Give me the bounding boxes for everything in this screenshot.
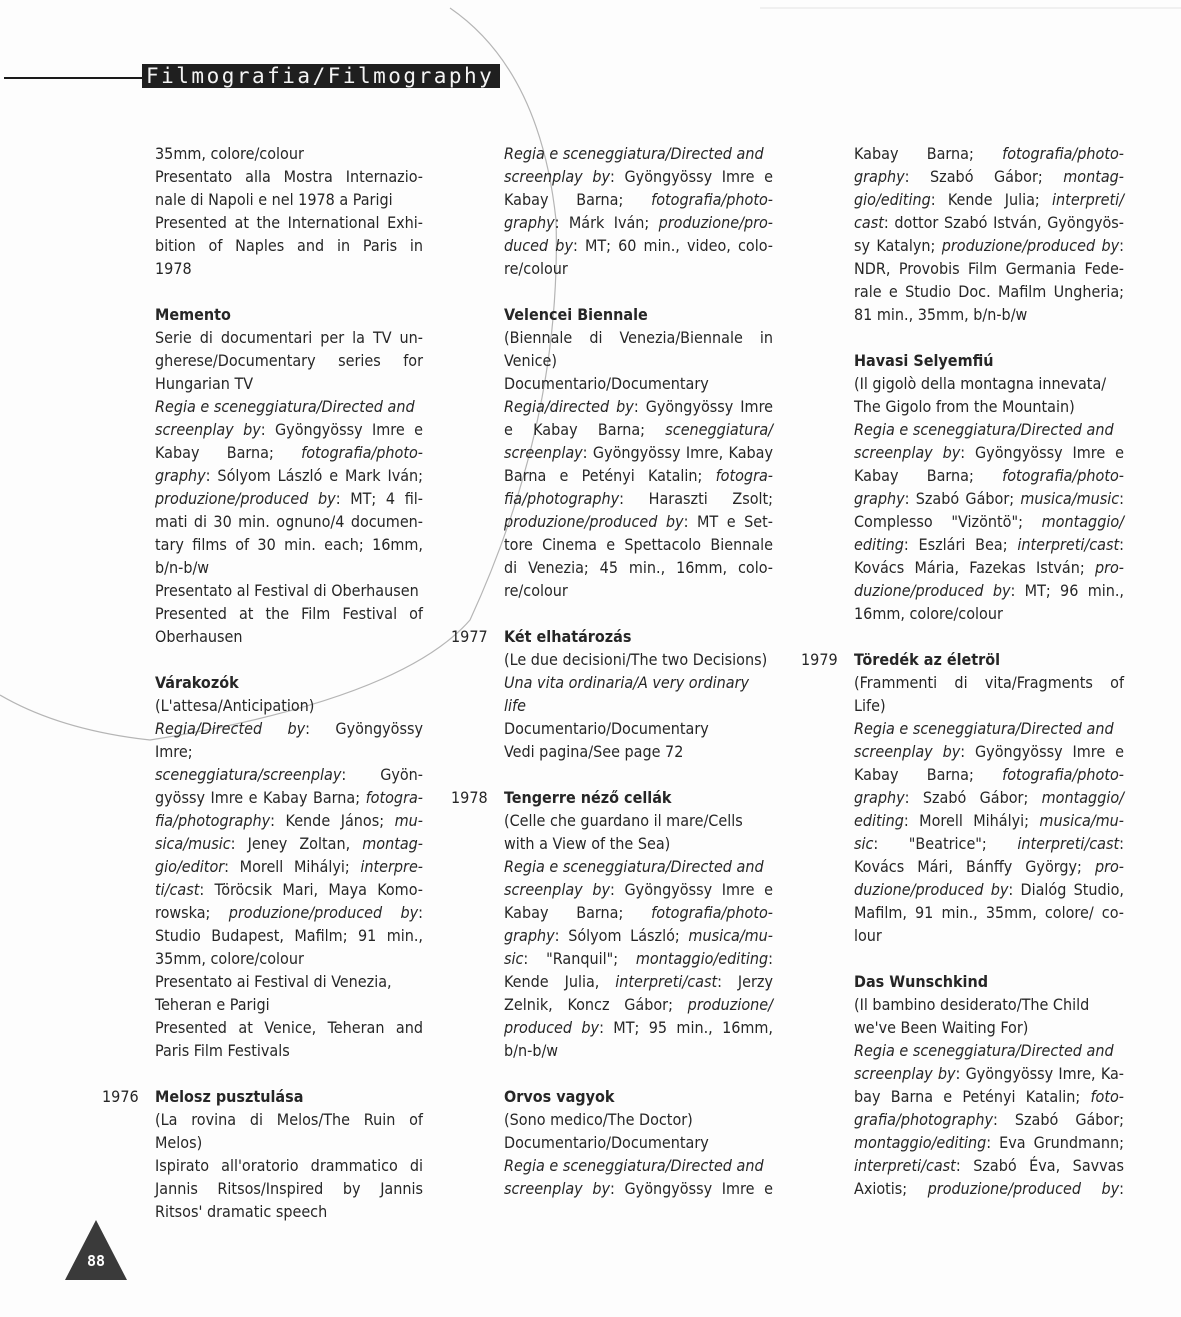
entry-line: tary films of 30 min. each; 16mm,: [155, 535, 423, 554]
entry-line: screenplay by: Gyöngyössy Imre e: [155, 420, 423, 439]
film-entry: [451, 625, 773, 763]
entry-line: 81 min., 35mm, b/n-b/w: [854, 305, 1028, 324]
entry-line: graphy: Márk Iván; produzione/pro-: [504, 213, 773, 232]
entry-line: Teheran e Parigi: [155, 995, 270, 1014]
entry-line: Kabay Barna; fotografia/photo-: [854, 466, 1124, 485]
entry-line: screenplay by: Gyöngyössy Imre e: [854, 742, 1124, 761]
entry-line: ti/cast: Töröcsik Mari, Maya Komo-: [155, 880, 423, 899]
entry-line: 35mm, colore/colour: [155, 144, 304, 163]
column-3: [801, 142, 1125, 1223]
entry-line: Ispirato all'oratorio drammatico di: [155, 1156, 423, 1175]
entry-line: with a View of the Sea): [504, 834, 671, 853]
entry-line: graphy: Szabó Gábor; montaggio/: [854, 788, 1124, 807]
film-entry: [504, 303, 773, 602]
film-title: Várakozók: [155, 673, 239, 692]
film-title: Melosz pusztulása: [155, 1087, 304, 1106]
entry-line: Serie di documentari per la TV un-: [155, 328, 423, 347]
entry-line: screenplay by: Gyöngyössy Imre, Ka-: [854, 1064, 1124, 1083]
film-entry: [155, 671, 423, 1062]
entry-line: b/n-b/w: [155, 558, 210, 577]
entry-line: e Kabay Barna; sceneggiatura/: [504, 420, 773, 439]
entry-line: Presented at Venice, Teheran and: [155, 1018, 423, 1037]
film-entry: [504, 142, 773, 280]
entry-line: lour: [854, 926, 882, 945]
entry-line: Oberhausen: [155, 627, 243, 646]
film-entry: [801, 648, 1125, 947]
entry-line: (Le due decisioni/The two Decisions): [504, 650, 768, 669]
entry-line: screenplay: Gyöngyössy Imre, Kabay: [504, 443, 773, 462]
entry-line: duced by: MT; 60 min., video, colo-: [504, 236, 774, 255]
entry-line: Kovács Mári, Bánffy György; pro-: [854, 857, 1124, 876]
entry-line: Axiotis; produzione/produced by:: [854, 1179, 1124, 1198]
entry-line: Kabay Barna; fotografia/photo-: [504, 903, 773, 922]
entry-line: screenplay by: Gyöngyössy Imre e: [504, 880, 773, 899]
entry-line: Presentato ai Festival di Venezia,: [155, 972, 392, 991]
entry-line: cast: dottor Szabó István, Gyöngyös-: [854, 213, 1124, 232]
entry-line: graphy: Sólyom László e Mark Iván;: [155, 466, 423, 485]
entry-line: mati di 30 min. ognuno/4 documen-: [155, 512, 423, 531]
entry-line: Regia e sceneggiatura/Directed and: [854, 1041, 1114, 1060]
entry-line: re/colour: [504, 259, 568, 278]
header-rule: [4, 77, 142, 79]
entry-line: (Celle che guardano il mare/Cells: [504, 811, 743, 830]
entry-line: Regia e sceneggiatura/Directed and: [504, 1156, 764, 1175]
entry-line: re/colour: [504, 581, 568, 600]
entry-line: Ritsos' dramatic speech: [155, 1202, 328, 1221]
entry-line: (La rovina di Melos/The Ruin of: [155, 1110, 423, 1129]
entry-line: Kovács Mária, Fazekas István; pro-: [854, 558, 1124, 577]
entry-line: Melos): [155, 1133, 203, 1152]
entry-line: sceneggiatura/screenplay: Gyön-: [155, 765, 423, 784]
entry-line: Hungarian TV: [155, 374, 254, 393]
entry-line: di Venezia; 45 min., 16mm, colo-: [504, 558, 773, 577]
entry-line: Documentario/Documentary: [504, 374, 709, 393]
entry-line: interpreti/cast: Szabó Éva, Savvas: [854, 1156, 1124, 1175]
entry-line: Complesso "Vizöntö"; montaggio/: [854, 512, 1124, 531]
entry-year: 1978: [451, 788, 488, 807]
entry-line: Presentato al Festival di Oberhausen: [155, 581, 419, 600]
entry-line: Zelnik, Koncz Gábor; produzione/: [504, 995, 773, 1014]
entry-line: Regia e sceneggiatura/Directed and: [504, 857, 764, 876]
entry-line: NDR, Provobis Film Germania Fede-: [854, 259, 1124, 278]
page-title: Filmografia/Filmography: [142, 64, 500, 88]
page-number: 88: [86, 1252, 106, 1270]
entry-line: Presentato alla Mostra Internazio-: [155, 167, 423, 186]
entry-line: duzione/produced by: MT; 96 min.,: [854, 581, 1124, 600]
film-title: Velencei Biennale: [504, 305, 648, 324]
entry-line: Regia/Directed by: Gyöngyössy Imre;: [155, 719, 423, 761]
entry-line: gherese/Documentary series for: [155, 351, 423, 370]
film-entry: [155, 303, 423, 648]
entry-line: graphy: Szabó Gábor; musica/music:: [854, 489, 1124, 508]
entry-line: Studio Budapest, Mafilm; 91 min.,: [155, 926, 423, 945]
entry-line: (Biennale di Venezia/Biennale in: [504, 328, 773, 347]
film-entry: [854, 970, 1124, 1200]
entry-line: Kabay Barna; fotografia/photo-: [504, 190, 773, 209]
entry-line: sy Katalyn; produzione/produced by:: [854, 236, 1124, 255]
entry-line: Kende Julia, interpreti/cast: Jerzy: [504, 972, 773, 991]
entry-line: graphy: Szabó Gábor; montag-: [854, 167, 1124, 186]
film-title: Havasi Selyemfiú: [854, 351, 994, 370]
entry-line: Kabay Barna; fotografia/photo-: [854, 144, 1124, 163]
entry-line: screenplay by: Gyöngyössy Imre e: [504, 167, 773, 186]
entry-line: bay Barna e Petényi Katalin; foto-: [854, 1087, 1124, 1106]
entry-line: produzione/produced by: MT; 4 fil-: [155, 489, 424, 508]
entry-line: Presented at the International Exhi-: [155, 213, 423, 232]
entry-line: Kabay Barna; fotografia/photo-: [155, 443, 423, 462]
film-entry: [854, 142, 1124, 326]
entry-line: graphy: Sólyom László; musica/mu-: [504, 926, 773, 945]
entry-line: life: [504, 696, 526, 715]
entry-line: editing: Eszlári Bea; interpreti/cast:: [854, 535, 1124, 554]
entry-line: 1978: [155, 259, 192, 278]
column-1: [102, 142, 424, 1246]
entry-line: screenplay by: Gyöngyössy Imre e: [854, 443, 1124, 462]
entry-line: The Gigolo from the Mountain): [854, 397, 1075, 416]
film-title: Tengerre néző cellák: [504, 788, 672, 807]
entry-line: tore Cinema e Spettacolo Biennale: [504, 535, 773, 554]
entry-line: produzione/produced by: MT e Set-: [504, 512, 773, 531]
entry-line: 16mm, colore/colour: [854, 604, 1003, 623]
entry-year: 1977: [451, 627, 488, 646]
entry-line: Presented at the Film Festival of: [155, 604, 423, 623]
entry-line: (Il bambino desiderato/The Child: [854, 995, 1090, 1014]
entry-line: Regia e sceneggiatura/Directed and: [504, 144, 764, 163]
entry-line: Vedi pagina/See page 72: [504, 742, 684, 761]
entry-line: Regia/directed by: Gyöngyössy Imre: [504, 397, 773, 416]
entry-line: grafia/photography: Szabó Gábor;: [854, 1110, 1124, 1129]
entry-line: b/n-b/w: [504, 1041, 559, 1060]
entry-line: (L'attesa/Anticipation): [155, 696, 315, 715]
entry-line: screenplay by: Gyöngyössy Imre e: [504, 1179, 773, 1198]
entry-line: Regia e sceneggiatura/Directed and: [155, 397, 415, 416]
entry-line: sic: "Beatrice"; interpreti/cast:: [854, 834, 1124, 853]
entry-line: (Frammenti di vita/Fragments of: [854, 673, 1124, 692]
entry-line: duzione/produced by: Dialóg Studio,: [854, 880, 1125, 899]
film-title: Töredék az életröl: [854, 650, 1001, 669]
entry-line: montaggio/editing: Eva Grundmann;: [854, 1133, 1124, 1152]
entry-line: Una vita ordinaria/A very ordinary: [504, 673, 750, 692]
entry-line: (Il gigolò della montagna innevata/: [854, 374, 1107, 393]
entry-line: fia/photography: Kende János; mu-: [155, 811, 423, 830]
column-2: [451, 142, 774, 1223]
entry-line: Regia e sceneggiatura/Directed and: [854, 420, 1114, 439]
entry-line: gyössy Imre e Kabay Barna; fotogra-: [155, 788, 423, 807]
entry-line: editing: Morell Mihályi; musica/mu-: [854, 811, 1124, 830]
entry-line: nale di Napoli e nel 1978 a Parigi: [155, 190, 393, 209]
entry-year: 1976: [102, 1087, 139, 1106]
entry-line: gio/editor: Morell Mihályi; interpre-: [155, 857, 423, 876]
entry-line: Mafilm, 91 min., 35mm, colore/ co-: [854, 903, 1124, 922]
entry-line: bition of Naples and in Paris in: [155, 236, 423, 255]
film-title: Orvos vagyok: [504, 1087, 615, 1106]
entry-line: gio/editing: Kende Julia; interpreti/: [854, 190, 1124, 209]
page-number-triangle: [64, 1218, 128, 1282]
entry-line: Venice): [504, 351, 557, 370]
entry-line: Documentario/Documentary: [504, 1133, 709, 1152]
entry-line: Kabay Barna; fotografia/photo-: [854, 765, 1124, 784]
entry-line: we've Been Waiting For): [854, 1018, 1029, 1037]
entry-line: Paris Film Festivals: [155, 1041, 290, 1060]
entry-line: sica/music: Jeney Zoltan, montag-: [155, 834, 423, 853]
entry-line: Life): [854, 696, 886, 715]
entry-line: Documentario/Documentary: [504, 719, 709, 738]
film-title: Memento: [155, 305, 231, 324]
entry-line: produced by: MT; 95 min., 16mm,: [504, 1018, 774, 1037]
entry-line: Jannis Ritsos/Inspired by Jannis: [155, 1179, 423, 1198]
entry-line: Regia e sceneggiatura/Directed and: [854, 719, 1114, 738]
entry-line: sic: "Ranquil"; montaggio/editing:: [504, 949, 773, 968]
entry-line: fia/photography: Haraszti Zsolt;: [504, 489, 773, 508]
entry-line: Barna e Petényi Katalin; fotogra-: [504, 466, 773, 485]
film-entry: [854, 349, 1124, 625]
film-entry: [155, 142, 423, 280]
entry-year: 1979: [801, 650, 838, 669]
entry-line: (Sono medico/The Doctor): [504, 1110, 693, 1129]
entry-line: rale e Studio Doc. Mafilm Ungheria;: [854, 282, 1124, 301]
entry-line: rowska; produzione/produced by:: [155, 903, 423, 922]
film-entry: [451, 786, 774, 1062]
film-title: Két elhatározás: [504, 627, 632, 646]
film-entry: [102, 1085, 423, 1223]
film-entry: [504, 1085, 773, 1200]
film-title: Das Wunschkind: [854, 972, 989, 991]
entry-line: 35mm, colore/colour: [155, 949, 304, 968]
